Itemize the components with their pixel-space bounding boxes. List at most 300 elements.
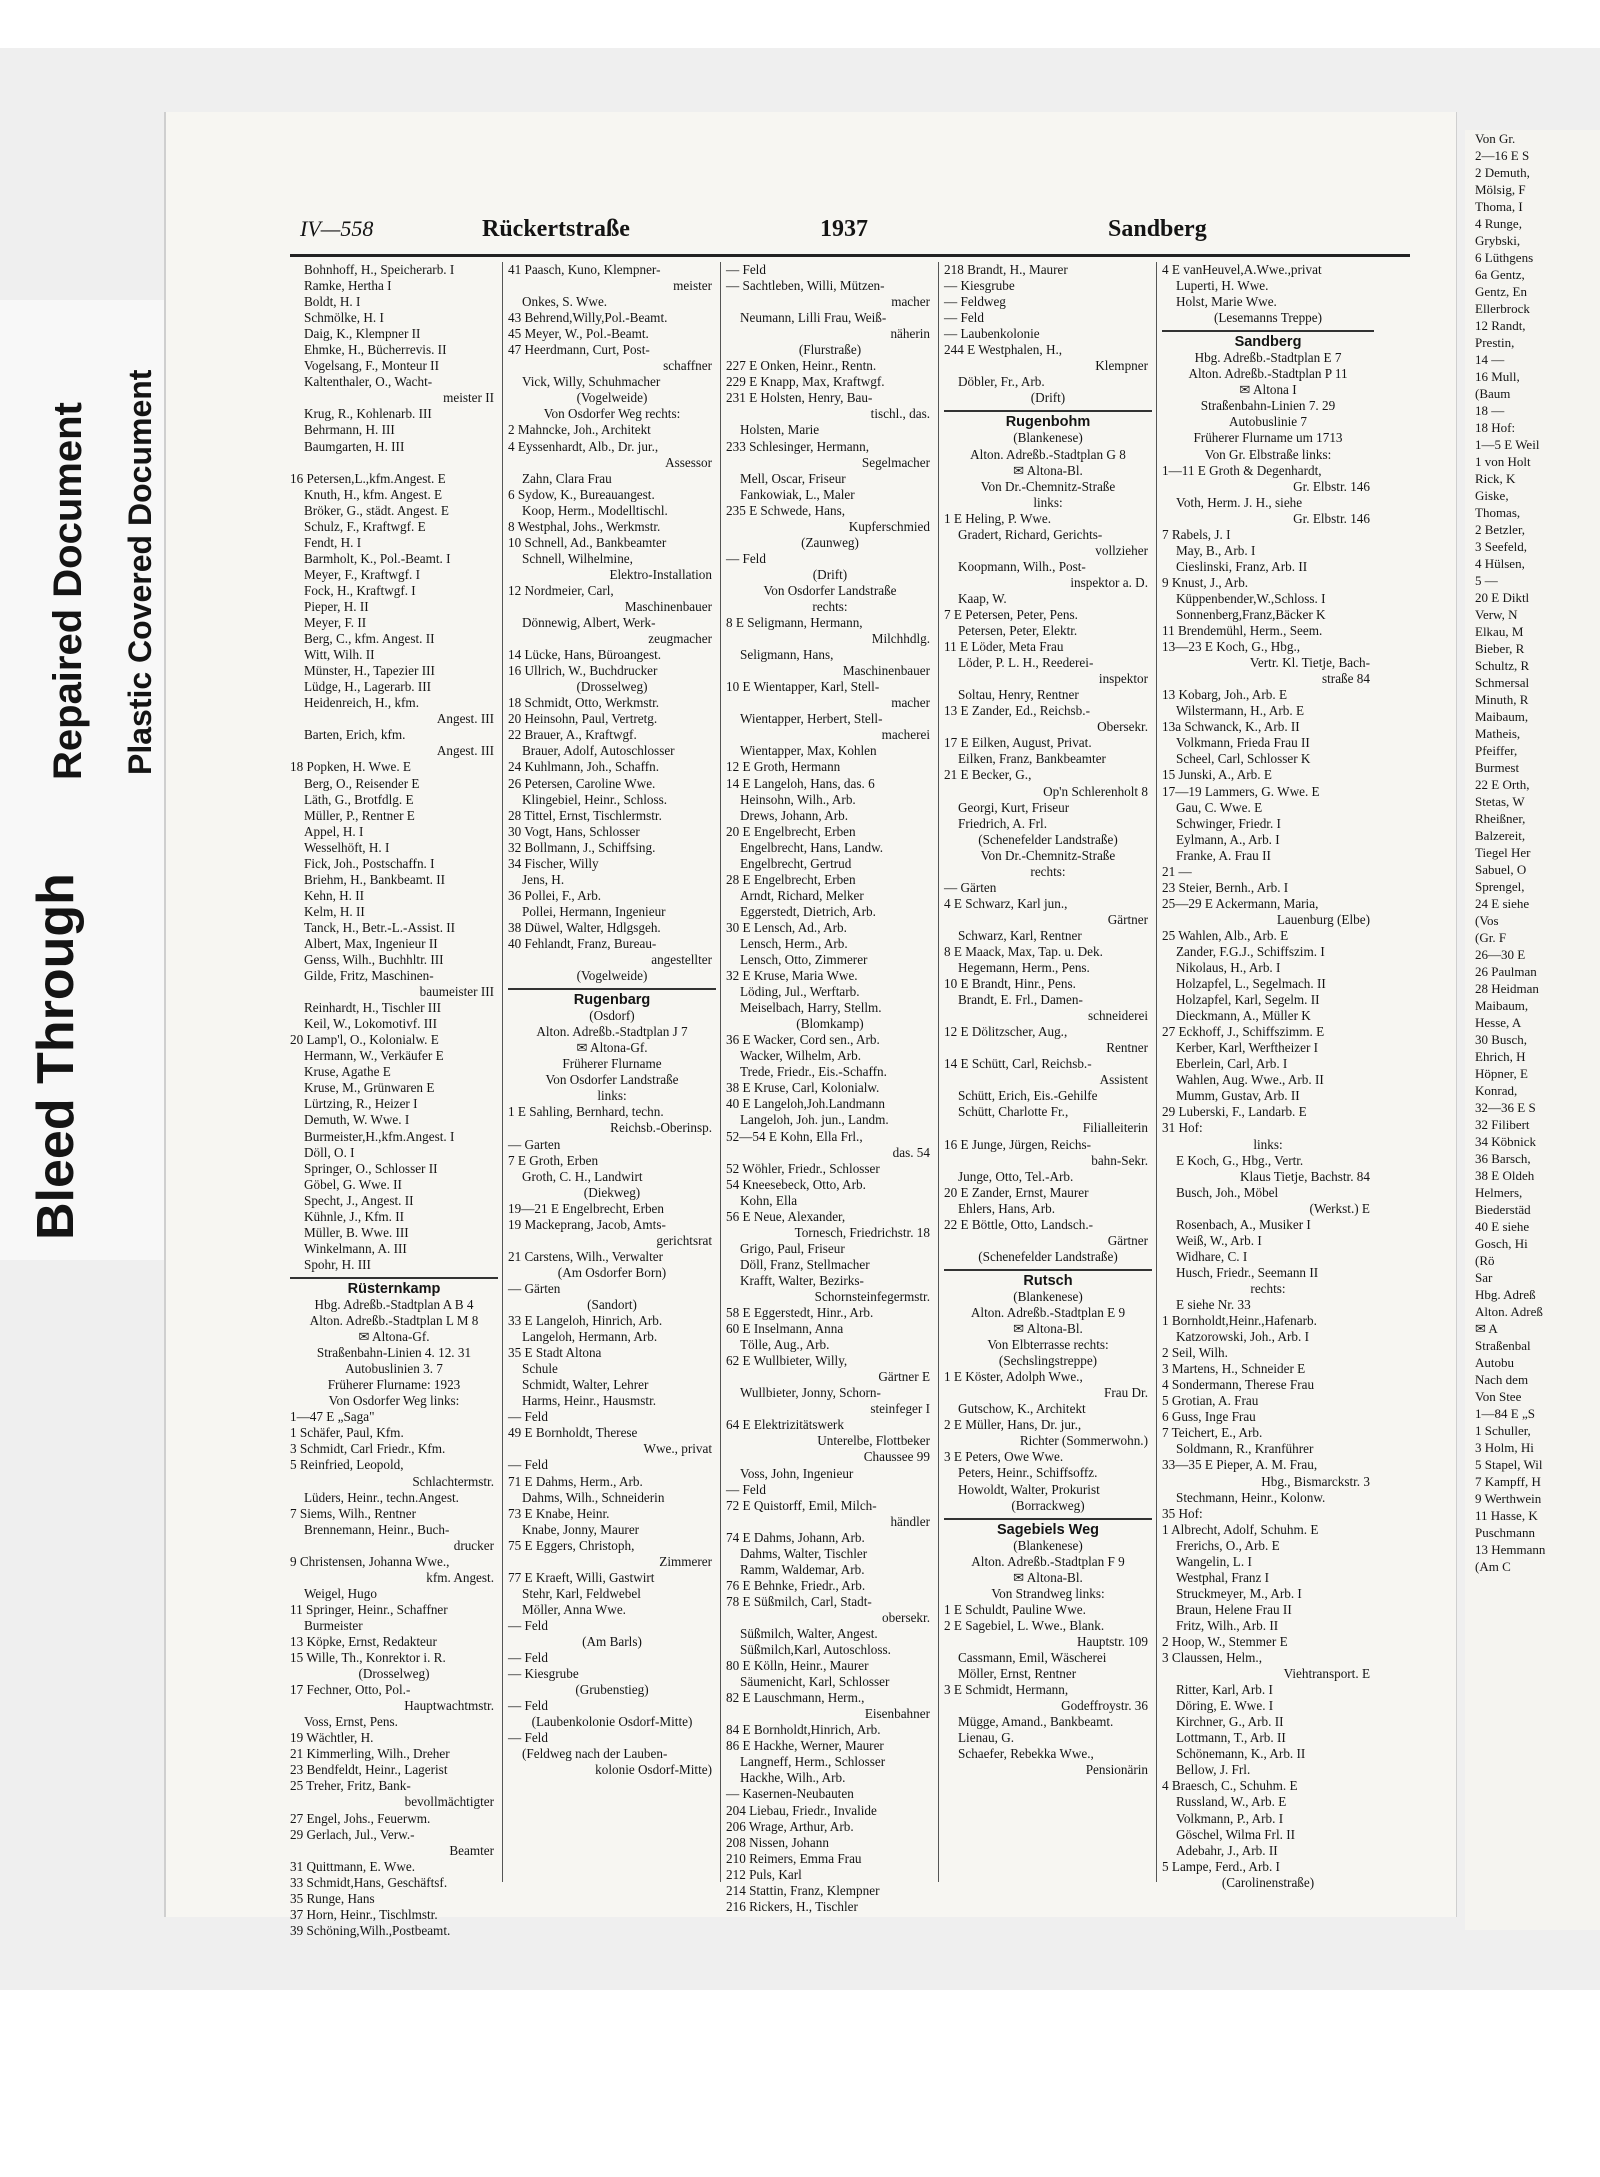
- directory-line: 76 E Behnke, Friedr., Arb.: [726, 1577, 866, 1593]
- directory-line: Petersen, Peter, Elektr.: [958, 623, 1078, 639]
- directory-line: 49 E Bornholdt, Therese: [508, 1425, 638, 1441]
- directory-line: Lensch, Otto, Zimmerer: [740, 952, 868, 968]
- directory-line: 218 Brandt, H., Maurer: [944, 262, 1068, 277]
- directory-line: 244 E Westphalen, H.,: [944, 342, 1063, 358]
- directory-line: Vertr. Kl. Tietje, Bach-: [1249, 655, 1370, 671]
- directory-line: Maschinenbauer: [624, 598, 712, 614]
- directory-line: Witt, Wilh. II: [304, 647, 375, 663]
- directory-line: Rosenbach, A., Musiker I: [1176, 1216, 1311, 1232]
- directory-line: 6 Guss, Inge Frau: [1162, 1409, 1256, 1425]
- directory-line: 206 Wrage, Arthur, Arb.: [726, 1818, 854, 1834]
- directory-line: — Gärten: [508, 1280, 561, 1296]
- directory-line: (Drift): [1030, 390, 1066, 406]
- directory-line: — Gärten: [944, 879, 997, 895]
- directory-line: 35 Hof:: [1162, 1505, 1203, 1521]
- adjacent-line: Bieber, R: [1475, 641, 1525, 656]
- directory-line: meister: [673, 278, 712, 294]
- directory-line: inspektor: [1098, 671, 1148, 687]
- directory-line: 80 E Kölln, Heinr., Maurer: [726, 1658, 869, 1674]
- adjacent-line: Sar: [1475, 1270, 1493, 1285]
- directory-line: (Feldweg nach der Lauben-: [522, 1746, 668, 1762]
- adjacent-line: Grybski,: [1475, 233, 1521, 248]
- column-divider: [502, 262, 503, 1882]
- adjacent-line: 1 Schuller,: [1475, 1423, 1531, 1438]
- directory-line: — Feld: [726, 550, 766, 566]
- directory-line: Göbel, G. Wwe. II: [304, 1176, 402, 1192]
- directory-line: ✉ Altona-Bl.: [1013, 1321, 1083, 1337]
- directory-line: Barmholt, K., Pol.-Beamt. I: [304, 550, 451, 566]
- adjacent-line: 2 Betzler,: [1475, 522, 1526, 537]
- directory-line: — Feld: [944, 310, 984, 326]
- directory-line: Assistent: [1099, 1072, 1148, 1088]
- adjacent-line: Helmers,: [1475, 1185, 1523, 1200]
- directory-line: ✉ Altona-Bl.: [1013, 462, 1083, 478]
- adjacent-line: 5 Stapel, Wil: [1475, 1457, 1543, 1472]
- adjacent-line: Mölsig, F: [1475, 182, 1526, 197]
- directory-line: Arndt, Richard, Melker: [740, 887, 864, 903]
- directory-line: 3 E Peters, Owe Wwe.: [944, 1449, 1064, 1465]
- directory-line: (Carolinenstraße): [1221, 1874, 1315, 1890]
- directory-line: 13a Schwanck, K., Arb. II: [1162, 719, 1300, 735]
- directory-line: Luperti, H. Wwe.: [1176, 278, 1269, 294]
- directory-line: Westphal, Franz I: [1176, 1569, 1270, 1585]
- directory-line: Richter (Sommerwohn.): [1019, 1433, 1148, 1449]
- directory-line: (Blankenese): [1013, 1288, 1083, 1304]
- directory-line: Kehn, H. II: [304, 887, 365, 903]
- column-divider: [938, 262, 939, 1882]
- adjacent-line: Hbg. Adreß: [1475, 1287, 1536, 1302]
- directory-line: Lürtzing, R., Heizer I: [304, 1096, 418, 1112]
- directory-line: 1 Albrecht, Adolf, Schuhm. E: [1162, 1521, 1319, 1537]
- directory-line: 3 Claussen, Helm.,: [1162, 1650, 1262, 1666]
- directory-line: Schmölke, H. I: [304, 310, 384, 326]
- directory-line: Lüders, Heinr., techn.Angest.: [304, 1489, 459, 1505]
- directory-line: 74 E Dahms, Johann, Arb.: [726, 1529, 865, 1545]
- directory-line: tischl., das.: [870, 406, 930, 422]
- directory-line: 20 Heinsohn, Paul, Vertretg.: [508, 711, 658, 727]
- directory-line: Gutschow, K., Architekt: [958, 1401, 1086, 1417]
- directory-line: Alton. Adreßb.-Stadtplan J 7: [536, 1024, 688, 1040]
- directory-line: Harms, Heinr., Hausmstr.: [522, 1393, 657, 1409]
- directory-line: 40 E Langeloh,Joh.Landmann: [726, 1096, 885, 1112]
- directory-line: Gradert, Richard, Gerichts-: [958, 526, 1103, 542]
- directory-line: ✉ Altona-Gf.: [358, 1329, 430, 1345]
- adjacent-line: 3 Holm, Hi: [1475, 1440, 1534, 1455]
- directory-line: Gr. Elbstr. 146: [1293, 510, 1370, 526]
- directory-line: Fock, H., Kraftwgf. I: [304, 582, 416, 598]
- adjacent-line: (Baum: [1475, 386, 1511, 401]
- directory-line: 86 E Hackhe, Werner, Maurer: [726, 1738, 884, 1754]
- directory-line: 7 E Petersen, Peter, Pens.: [944, 606, 1078, 622]
- adjacent-line: Thoma, I: [1475, 199, 1523, 214]
- directory-line: Jens, H.: [522, 871, 565, 887]
- directory-line: Seligmann, Hans,: [740, 647, 834, 663]
- directory-line: E Koch, G., Hbg., Vertr.: [1176, 1152, 1304, 1168]
- directory-line: Holzapfel, Karl, Segelm. II: [1176, 992, 1320, 1008]
- directory-line: Burmeister: [304, 1617, 363, 1633]
- directory-line: Holzapfel, L., Segelmach. II: [1176, 976, 1326, 992]
- directory-line: 24 Kuhlmann, Joh., Schaffn.: [508, 759, 660, 775]
- directory-line: 214 Stattin, Franz, Klempner: [726, 1882, 880, 1898]
- column-1: [290, 262, 498, 1938]
- directory-line: Tanck, H., Betr.-L.-Assist. II: [304, 919, 456, 935]
- directory-line: Onkes, S. Wwe.: [522, 294, 608, 310]
- directory-line: 23 Bendfeldt, Heinr., Lagerist: [290, 1762, 448, 1778]
- adjacent-line: Schmersal: [1475, 675, 1530, 690]
- directory-line: 52—54 E Kohn, Ella Frl.,: [726, 1128, 863, 1144]
- adjacent-line: Höpner, E: [1475, 1066, 1528, 1081]
- directory-line: — Kiesgrube: [508, 1666, 579, 1682]
- directory-line: 29 Luberski, F., Landarb. E: [1162, 1104, 1307, 1120]
- directory-line: rechts:: [1250, 1280, 1286, 1296]
- directory-line: Lensch, Herm., Arb.: [740, 935, 848, 951]
- adjacent-line: Balzereit,: [1475, 828, 1526, 843]
- directory-line: Genss, Wilh., Buchhltr. III: [304, 952, 444, 968]
- directory-line: Nikolaus, H., Arb. I: [1176, 960, 1281, 976]
- adjacent-line: 6a Gentz,: [1475, 267, 1525, 282]
- directory-line: 15 Wille, Th., Konrektor i. R.: [290, 1650, 446, 1666]
- adjacent-line: Minuth, R: [1475, 692, 1529, 707]
- adjacent-line: Sprengel,: [1475, 879, 1525, 894]
- directory-line: 27 Eckhoff, J., Schiffszimm. E: [1162, 1024, 1325, 1040]
- directory-line: Von Dr.-Chemnitz-Straße: [980, 478, 1116, 494]
- directory-line: 227 E Onken, Heinr., Rentn.: [726, 358, 877, 374]
- directory-line: Alton. Adreßb.-Stadtplan G 8: [970, 446, 1126, 462]
- directory-line: Adebahr, J., Arb. II: [1176, 1842, 1278, 1858]
- directory-line: Pieper, H. II: [304, 598, 369, 614]
- directory-line: 32 E Kruse, Maria Wwe.: [726, 968, 858, 984]
- directory-line: Meyer, F. II: [304, 615, 367, 631]
- directory-line: Ramke, Hertha I: [304, 278, 392, 294]
- directory-line: Alton. Adreßb.-Stadtplan P 11: [1188, 366, 1348, 382]
- directory-line: — Feld: [508, 1409, 548, 1425]
- directory-line: Soltau, Henry, Rentner: [958, 687, 1079, 703]
- directory-line: (Zaunweg): [801, 534, 859, 550]
- directory-line: 8 E Seligmann, Hermann,: [726, 615, 863, 631]
- directory-line: Krafft, Walter, Bezirks-: [740, 1272, 864, 1288]
- directory-line: Lauenburg (Elbe): [1276, 911, 1370, 927]
- adjacent-line: 1 von Holt: [1475, 454, 1531, 469]
- directory-line: Kaap, W.: [958, 590, 1007, 606]
- adjacent-line: Schultz, R: [1475, 658, 1530, 673]
- directory-line: Weiß, W., Arb. I: [1176, 1232, 1262, 1248]
- directory-line: Angest. III: [436, 711, 494, 727]
- directory-line: Milchhdlg.: [871, 631, 930, 647]
- directory-line: (Flurstraße): [798, 342, 862, 358]
- directory-line: Tölle, Aug., Arb.: [740, 1337, 830, 1353]
- directory-line: 11 Springer, Heinr., Schaffner: [290, 1601, 448, 1617]
- directory-line: Mell, Oscar, Friseur: [740, 470, 846, 486]
- adjacent-line: 22 E Orth,: [1475, 777, 1530, 792]
- directory-line: Koop, Herm., Modelltischl.: [522, 502, 668, 518]
- directory-line: Straßenbahn-Linien 7. 29: [1200, 398, 1336, 414]
- adjacent-line: 32—36 E S: [1475, 1100, 1536, 1115]
- directory-line: 4 E Schwarz, Karl jun.,: [944, 895, 1068, 911]
- directory-line: Klempner: [1095, 358, 1148, 374]
- directory-line: Küppenbender,W.,Schloss. I: [1176, 590, 1326, 606]
- directory-line: 22 Brauer, A., Kraftwgf.: [508, 727, 637, 743]
- directory-line: macher: [891, 294, 930, 310]
- directory-line: 2 E Müller, Hans, Dr. jur.,: [944, 1417, 1082, 1433]
- directory-line: (Schenefelder Landstraße): [978, 831, 1118, 847]
- directory-line: 33 E Langeloh, Hinrich, Arb.: [508, 1313, 663, 1329]
- directory-line: Reinhardt, H., Tischler III: [304, 1000, 441, 1016]
- directory-line: Boldt, H. I: [304, 294, 361, 310]
- directory-line: Bröker, G., städt. Angest. E: [304, 502, 449, 518]
- adjacent-line: 36 Barsch,: [1475, 1151, 1531, 1166]
- directory-line: 9 Christensen, Johanna Wwe.,: [290, 1553, 450, 1569]
- directory-line: Wesselhöft, H. I: [304, 839, 390, 855]
- directory-line: ✉ Altona I: [1239, 382, 1297, 398]
- directory-line: 84 E Bornholdt,Hinrich, Arb.: [726, 1722, 881, 1738]
- directory-line: 19 Mackeprang, Jacob, Amts-: [508, 1216, 666, 1232]
- directory-line: Meyer, F., Kraftwgf. I: [304, 566, 420, 582]
- directory-line: Gärtner E: [878, 1369, 930, 1385]
- directory-line: Lüdge, H., Lagerarb. III: [304, 679, 432, 695]
- directory-line: Brauer, Adolf, Autoschlosser: [522, 743, 675, 759]
- directory-line: Beamter: [449, 1842, 494, 1858]
- directory-line: steinfeger I: [870, 1401, 930, 1417]
- directory-line: Löding, Jul., Werftarb.: [740, 984, 860, 1000]
- directory-line: Hbg., Bismarckstr. 3: [1261, 1473, 1370, 1489]
- directory-line: 14 E Schütt, Carl, Reichsb.-: [944, 1056, 1092, 1072]
- directory-line: Bellow, J. Frl.: [1176, 1762, 1251, 1778]
- directory-line: 4 Braesch, C., Schuhm. E: [1162, 1778, 1298, 1794]
- directory-line: Eylmann, A., Arb. I: [1176, 831, 1280, 847]
- directory-line: 22 E Böttle, Otto, Landsch.-: [944, 1216, 1094, 1232]
- directory-line: — Kasernen-Neubauten: [726, 1786, 854, 1802]
- street-heading: Rutsch: [944, 1269, 1152, 1289]
- directory-line: Wangelin, L. I: [1176, 1553, 1252, 1569]
- adjacent-line: Ellerbrock: [1475, 301, 1530, 316]
- directory-line: Widhare, C. I: [1176, 1248, 1248, 1264]
- directory-line: 20 Lamp'l, O., Kolonialw. E: [290, 1032, 439, 1048]
- directory-line: Pensionärin: [1085, 1762, 1148, 1778]
- directory-line: 5 Reinfried, Leopold,: [290, 1457, 404, 1473]
- directory-line: 9 Knust, J., Arb.: [1162, 574, 1249, 590]
- directory-line: Ramm, Waldemar, Arb.: [740, 1561, 865, 1577]
- adjacent-line: 32 Filibert: [1475, 1117, 1530, 1132]
- directory-line: (Sechslingstreppe): [998, 1353, 1098, 1369]
- directory-line: (Borrackweg): [1011, 1497, 1085, 1513]
- adjacent-line: (Rö: [1475, 1253, 1495, 1268]
- directory-line: 17—19 Lammers, G. Wwe. E: [1162, 783, 1320, 799]
- adjacent-line: Von Stee: [1475, 1389, 1522, 1404]
- directory-line: Sonnenberg,Franz,Bäcker K: [1176, 606, 1326, 622]
- directory-line: Löder, P. L. H., Reederei-: [958, 655, 1094, 671]
- directory-line: 3 Martens, H., Schneider E: [1162, 1361, 1306, 1377]
- adjacent-line: 16 Mull,: [1475, 369, 1520, 384]
- adjacent-line: Pfeiffer,: [1475, 743, 1518, 758]
- directory-line: Cassmann, Emil, Wäscherei: [958, 1649, 1107, 1665]
- directory-line: 1 Bornholdt,Heinr.,Hafenarb.: [1162, 1313, 1317, 1329]
- directory-line: Volkmann, P., Arb. I: [1176, 1810, 1284, 1826]
- column-divider: [720, 262, 721, 1882]
- directory-line: 45 Meyer, W., Pol.-Beamt.: [508, 326, 649, 342]
- directory-line: Früherer Flurname um 1713: [1193, 430, 1343, 446]
- directory-line: Engelbrecht, Hans, Landw.: [740, 839, 884, 855]
- directory-line: Wientapper, Max, Kohlen: [740, 743, 877, 759]
- directory-line: Heidenreich, H., kfm.: [304, 695, 419, 711]
- directory-line: Voss, John, Ingenieur: [740, 1465, 854, 1481]
- directory-line: Daig, K., Klempner II: [304, 326, 421, 342]
- street-heading: Rugenbarg: [508, 988, 716, 1008]
- directory-line: 8 E Maack, Max, Tap. u. Dek.: [944, 943, 1103, 959]
- directory-line: Tornesch, Friedrichstr. 18: [794, 1224, 930, 1240]
- adjacent-line: 1—84 E „S: [1475, 1406, 1535, 1421]
- directory-line: links:: [1253, 1136, 1283, 1152]
- directory-line: gerichtsrat: [656, 1232, 712, 1248]
- directory-line: Müller, P., Rentner E: [304, 807, 415, 823]
- directory-line: (Schenefelder Landstraße): [978, 1248, 1118, 1264]
- directory-line: 34 Fischer, Willy: [508, 855, 599, 871]
- header-year: 1937: [820, 216, 868, 242]
- directory-line: Heinsohn, Wilh., Arb.: [740, 791, 856, 807]
- directory-line: Langeloh, Hermann, Arb.: [522, 1329, 658, 1345]
- directory-line: Busch, Joh., Möbel: [1176, 1184, 1279, 1200]
- directory-line: (Sandort): [587, 1297, 637, 1312]
- directory-line: 28 Tittel, Ernst, Tischlermstr.: [508, 807, 662, 823]
- directory-line: 27 Engel, Johs., Feuerwm.: [290, 1810, 431, 1826]
- directory-line: straße 84: [1322, 671, 1370, 687]
- adjacent-line: 4 Hülsen,: [1475, 556, 1525, 571]
- directory-line: 1 E Köster, Adolph Wwe.,: [944, 1369, 1083, 1385]
- adjacent-line: Von Gr.: [1475, 131, 1516, 146]
- directory-line: inspektor a. D.: [1070, 574, 1148, 590]
- directory-line: Fick, Joh., Postschaffn. I: [304, 855, 435, 871]
- directory-line: 1 E Sahling, Bernhard, techn.: [508, 1104, 664, 1120]
- directory-line: Burmeister,H.,kfm.Angest. I: [304, 1128, 455, 1144]
- directory-line: 216 Rickers, H., Tischler: [726, 1898, 858, 1914]
- directory-line: 2 Mahncke, Joh., Architekt: [508, 422, 651, 438]
- directory-line: Zimmerer: [659, 1553, 712, 1569]
- adjacent-line: Maibaum,: [1475, 998, 1529, 1013]
- directory-line: Eberlein, Carl, Arb. I: [1176, 1056, 1288, 1072]
- directory-line: 17 E Eilken, August, Privat.: [944, 735, 1092, 751]
- adjacent-line: Thomas,: [1475, 505, 1521, 520]
- directory-line: Barten, Erich, kfm.: [304, 727, 406, 743]
- directory-line: (Werkst.) E: [1309, 1200, 1370, 1216]
- directory-line: Scheel, Carl, Schlosser K: [1176, 751, 1311, 767]
- directory-line: Hbg. Adreßb.-Stadtplan E 7: [1194, 350, 1342, 366]
- adjacent-line: 3 Seefeld,: [1475, 539, 1527, 554]
- directory-line: 16 E Junge, Jürgen, Reichs-: [944, 1136, 1091, 1152]
- directory-line: Straßenbahn-Linien 4. 12. 31: [316, 1345, 472, 1361]
- directory-line: Alton. Adreßb.-Stadtplan F 9: [971, 1553, 1125, 1569]
- directory-line: Hackhe, Wilh., Arb.: [740, 1770, 846, 1786]
- directory-line: 5 Grotian, A. Frau: [1162, 1393, 1259, 1409]
- directory-line: 5 Lampe, Ferd., Arb. I: [1162, 1858, 1280, 1874]
- adjacent-line: Hesse, A: [1475, 1015, 1522, 1030]
- adjacent-line: (Vos: [1475, 913, 1499, 928]
- directory-line: Peters, Heinr., Schiffsoffz.: [958, 1465, 1098, 1481]
- directory-line: Schwinger, Friedr. I: [1176, 815, 1281, 831]
- directory-line: 73 E Knabe, Heinr.: [508, 1505, 610, 1521]
- directory-line: 40 Fehlandt, Franz, Bureau-: [508, 935, 657, 951]
- directory-line: Kaltenthaler, O., Wacht-: [304, 374, 433, 390]
- directory-line: Früherer Flurname: [562, 1056, 662, 1072]
- directory-line: Voth, Herm. J. H., siehe: [1176, 494, 1303, 510]
- directory-line: angestellter: [651, 952, 712, 968]
- directory-line: Groth, C. H., Landwirt: [522, 1168, 643, 1184]
- adjacent-line: Prestin,: [1475, 335, 1515, 350]
- directory-line: (Vogelweide): [576, 968, 648, 984]
- directory-line: 13 Köpke, Ernst, Redakteur: [290, 1633, 437, 1649]
- directory-line: Fankowiak, L., Maler: [740, 486, 855, 502]
- directory-line: Hermann, W., Verkäufer E: [304, 1048, 444, 1064]
- directory-line: 21 —: [1162, 863, 1192, 879]
- directory-line: Döbler, Fr., Arb.: [958, 374, 1045, 390]
- directory-line: Baumgarten, H. III: [304, 438, 405, 454]
- directory-line: 54 Kneesebeck, Otto, Arb.: [726, 1176, 866, 1192]
- directory-line: Schnell, Wilhelmine,: [522, 550, 633, 566]
- directory-line: (Drosselweg): [358, 1666, 430, 1682]
- directory-line: links:: [597, 1088, 627, 1104]
- directory-line: 56 E Neue, Alexander,: [726, 1208, 846, 1224]
- directory-line: händler: [890, 1513, 930, 1529]
- directory-line: Holst, Marie Wwe.: [1176, 294, 1277, 310]
- directory-line: rechts:: [812, 598, 848, 614]
- directory-line: May, B., Arb. I: [1176, 542, 1256, 558]
- directory-line: Schulz, F., Kraftwgf. E: [304, 518, 426, 534]
- directory-line: — Feld: [508, 1457, 548, 1473]
- directory-line: schneiderei: [1087, 1008, 1148, 1024]
- directory-line: Ritter, Karl, Arb. I: [1176, 1682, 1273, 1698]
- adjacent-line: Matheis,: [1475, 726, 1521, 741]
- directory-line: das. 54: [892, 1144, 930, 1160]
- directory-line: 25—29 E Ackermann, Maria,: [1162, 895, 1319, 911]
- directory-line: Briehm, H., Bankbeamt. II: [304, 871, 445, 887]
- directory-line: 210 Reimers, Emma Frau: [726, 1850, 862, 1866]
- directory-line: Wwe., privat: [643, 1441, 712, 1457]
- directory-line: Gr. Elbstr. 146: [1293, 478, 1370, 494]
- directory-line: Von Osdorfer Weg rechts:: [543, 406, 681, 422]
- directory-line: 13—23 E Koch, G., Hbg.,: [1162, 639, 1301, 655]
- directory-line: Franke, A. Frau II: [1176, 847, 1271, 863]
- directory-line: 1 Schäfer, Paul, Kfm.: [290, 1425, 404, 1441]
- directory-line: Schwarz, Karl, Rentner: [958, 927, 1082, 943]
- directory-line: (Am Barls): [582, 1633, 642, 1649]
- directory-line: Gärtner: [1107, 911, 1148, 927]
- directory-line: Früherer Flurname: 1923: [327, 1377, 461, 1393]
- adjacent-line: 5 —: [1475, 573, 1498, 588]
- directory-line: Dieckmann, A., Müller K: [1176, 1008, 1311, 1024]
- street-heading: Rugenbohm: [944, 410, 1152, 430]
- plastic-covered-label: Plastic Covered Document: [122, 369, 158, 775]
- directory-line: Hbg. Adreßb.-Stadtplan A B 4: [314, 1297, 474, 1312]
- directory-line: 204 Liebau, Friedr., Invalide: [726, 1802, 877, 1818]
- directory-line: Kruse, M., Grünwaren E: [304, 1080, 435, 1096]
- directory-line: 4 Eyssenhardt, Alb., Dr. jur.,: [508, 438, 659, 454]
- directory-line: Obersekr.: [1097, 719, 1148, 735]
- directory-line: — Feld: [508, 1730, 548, 1746]
- directory-line: 8 Westphal, Johs., Werkmstr.: [508, 518, 661, 534]
- directory-line: Specht, J., Angest. II: [304, 1192, 414, 1208]
- directory-line: — Feld: [726, 262, 766, 277]
- directory-line: Döring, E. Wwe. I: [1176, 1698, 1274, 1714]
- directory-line: 10 E Brandt, Hinr., Pens.: [944, 976, 1076, 992]
- directory-line: 1—11 E Groth & Degenhardt,: [1162, 462, 1322, 478]
- directory-line: 31 Quittmann, E. Wwe.: [290, 1858, 416, 1874]
- adjacent-line: 2 Demuth,: [1475, 165, 1530, 180]
- adjacent-line: 1—5 E Weil: [1475, 437, 1540, 452]
- directory-line: 75 E Eggers, Christoph,: [508, 1537, 635, 1553]
- directory-line: 2 E Sagebiel, L. Wwe., Blank.: [944, 1617, 1105, 1633]
- directory-line: 32 Bollmann, J., Schiffsing.: [508, 839, 656, 855]
- directory-line: 38 E Kruse, Carl, Kolonialw.: [726, 1080, 880, 1096]
- directory-line: Langneff, Herm., Schlosser: [740, 1754, 886, 1770]
- directory-line: 208 Nissen, Johann: [726, 1834, 829, 1850]
